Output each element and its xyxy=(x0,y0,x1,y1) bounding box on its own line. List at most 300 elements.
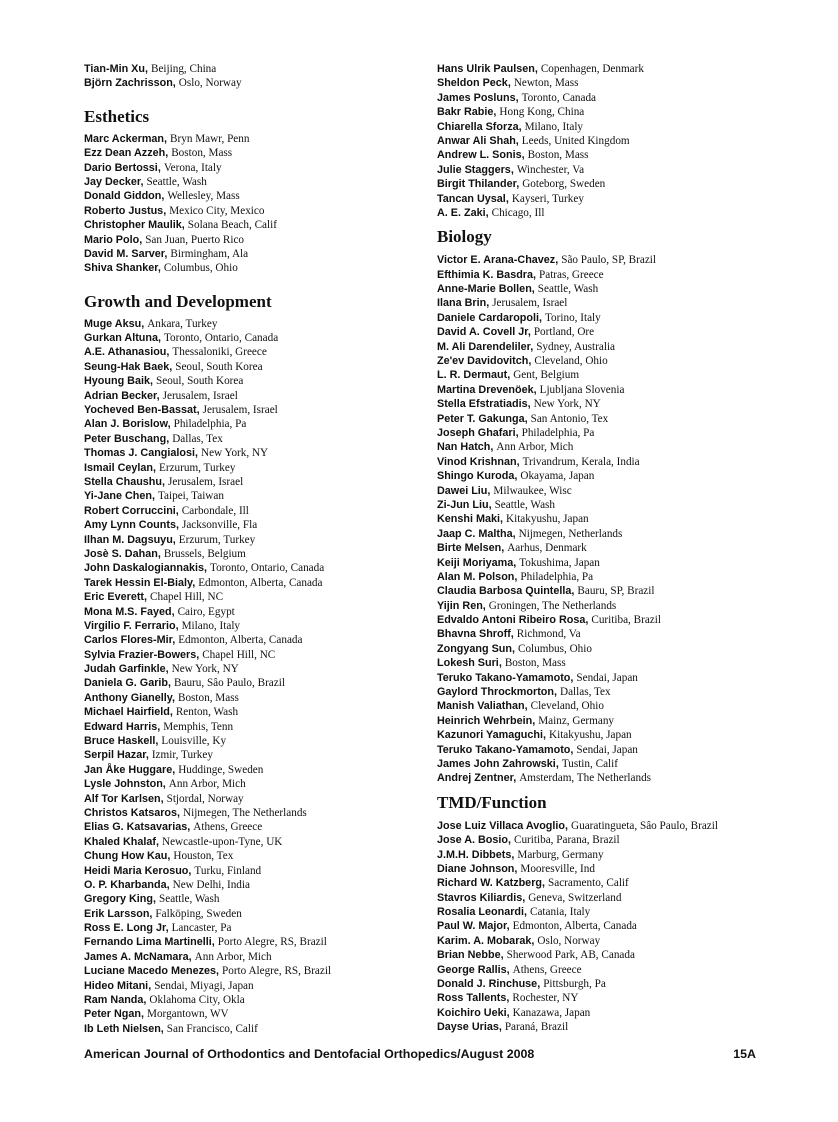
reviewer-entry xyxy=(437,671,782,685)
reviewer-name: Donald Giddon xyxy=(84,190,162,203)
separator: , xyxy=(148,979,155,992)
reviewer-location: Bauru, SP, Brazil xyxy=(577,585,655,598)
reviewer-location: Carbondale, Ill xyxy=(181,504,249,517)
reviewer-entry xyxy=(437,412,782,426)
reviewer-section xyxy=(437,793,782,1035)
reviewer-name: Erik Larsson xyxy=(84,907,150,920)
reviewer-entry xyxy=(437,311,782,325)
reviewer-entry xyxy=(437,455,782,469)
reviewer-name: James John Zahrowski xyxy=(437,757,556,770)
separator: , xyxy=(527,326,534,339)
reviewer-name: Josè S. Dahan xyxy=(84,547,158,560)
journal-title: American Journal of Orthodontics and Dentofacial Orthopedics/August 2008 xyxy=(84,1047,535,1061)
separator: , xyxy=(511,848,518,861)
reviewer-location: Milano, Italy xyxy=(524,120,584,133)
reviewer-entry xyxy=(437,253,782,267)
reviewer-entry xyxy=(84,189,429,203)
reviewer-location: Philadelphia, Pa xyxy=(520,570,594,583)
reviewer-entry xyxy=(437,76,782,90)
reviewer-location: Solana Beach, Calif xyxy=(187,219,277,232)
reviewer-entry xyxy=(437,599,782,613)
reviewer-name: Hideo Mitani xyxy=(84,979,149,992)
reviewer-location: Richmond, Va xyxy=(516,628,581,641)
separator: , xyxy=(172,533,179,546)
reviewer-name: Keiji Moriyama xyxy=(437,556,514,569)
reviewer-name: A. E. Zaki xyxy=(437,206,486,219)
separator: , xyxy=(527,398,534,411)
reviewer-name: O. P. Kharbanda xyxy=(84,878,167,891)
reviewer-entry xyxy=(437,934,782,948)
reviewer-location: Edmonton, Alberta, Canada xyxy=(512,920,637,933)
reviewer-entry xyxy=(437,163,782,177)
separator: , xyxy=(537,978,544,991)
separator: , xyxy=(172,77,179,90)
reviewer-location: Goteborg, Sweden xyxy=(522,178,606,191)
reviewer-entry xyxy=(437,728,782,742)
reviewer-entry xyxy=(84,676,429,690)
reviewer-entry xyxy=(437,91,782,105)
reviewer-name: Andrej Zentner xyxy=(437,772,514,785)
reviewer-entry xyxy=(84,777,429,791)
reviewer-entry xyxy=(84,849,429,863)
reviewer-name: Shiva Shanker xyxy=(84,262,158,275)
reviewer-entry xyxy=(437,919,782,933)
reviewer-location: Milano, Italy xyxy=(181,619,241,632)
separator: , xyxy=(498,1021,505,1034)
separator: , xyxy=(490,441,497,454)
reviewer-location: Ljubljana Slovenia xyxy=(539,383,625,396)
separator: , xyxy=(507,369,514,382)
reviewer-entry xyxy=(84,175,429,189)
reviewer-entry xyxy=(437,469,782,483)
reviewer-location: Memphis, Tenn xyxy=(163,720,234,733)
reviewer-entry xyxy=(84,247,429,261)
reviewer-location: Morgantown, WV xyxy=(147,1008,229,1021)
reviewer-entry xyxy=(437,819,782,833)
reviewer-entry xyxy=(437,963,782,977)
reviewer-name: Stella Efstratiadis xyxy=(437,398,528,411)
reviewer-location: Columbus, Ohio xyxy=(517,642,592,655)
reviewer-name: Ram Nanda xyxy=(84,994,144,1007)
reviewer-entry xyxy=(84,921,429,935)
reviewer-name: Marc Ackerman xyxy=(84,132,165,145)
separator: , xyxy=(571,585,578,598)
separator: , xyxy=(565,819,572,832)
reviewer-name: Tarek Hessin El-Bialy xyxy=(84,576,193,589)
reviewer-name: Alan M. Polson xyxy=(437,570,515,583)
separator: , xyxy=(187,821,194,834)
reviewer-section xyxy=(84,107,429,276)
reviewer-location: Mainz, Germany xyxy=(538,714,615,727)
separator: , xyxy=(506,963,513,976)
reviewer-location: Boston, Mass xyxy=(504,657,566,670)
reviewer-location: Torino, Italy xyxy=(545,311,601,324)
reviewer-entry xyxy=(84,360,429,374)
reviewer-entry xyxy=(437,541,782,555)
reviewer-location: Edmonton, Alberta, Canada xyxy=(198,576,323,589)
reviewer-location: Aarhus, Denmark xyxy=(507,542,587,555)
separator: , xyxy=(171,691,178,704)
reviewer-entry xyxy=(437,383,782,397)
reviewer-entry xyxy=(84,748,429,762)
reviewer-location: Taipei, Taiwan xyxy=(158,490,224,503)
reviewer-entry xyxy=(84,317,429,331)
separator: , xyxy=(570,743,577,756)
reviewer-entry xyxy=(84,1007,429,1021)
separator: , xyxy=(487,484,494,497)
reviewer-name: Fernando Lima Martinelli xyxy=(84,936,212,949)
separator: , xyxy=(162,778,169,791)
reviewer-location: Renton, Wash xyxy=(175,706,239,719)
reviewer-section xyxy=(437,227,782,785)
reviewer-section xyxy=(437,62,782,220)
reviewer-location: Bauru, Sâo Paulo, Brazil xyxy=(174,677,285,690)
reviewer-location: Tokushima, Japan xyxy=(519,556,600,569)
reviewer-name: Bhavna Shroff xyxy=(437,628,511,641)
reviewer-name: Heinrich Wehrbein xyxy=(437,714,533,727)
reviewer-entry xyxy=(84,662,429,676)
reviewer-location: Hong Kong, China xyxy=(499,106,585,119)
reviewer-entry xyxy=(84,763,429,777)
reviewer-entry xyxy=(84,633,429,647)
reviewer-entry xyxy=(84,461,429,475)
reviewer-entry xyxy=(437,512,782,526)
reviewer-entry xyxy=(437,498,782,512)
separator: , xyxy=(160,792,167,805)
separator: , xyxy=(531,283,538,296)
reviewer-location: Boston, Mass xyxy=(527,149,589,162)
reviewer-location: Beijing, China xyxy=(150,63,217,75)
reviewer-entry xyxy=(84,446,429,460)
separator: , xyxy=(533,268,539,281)
reviewer-entry xyxy=(84,146,429,160)
reviewer-location: Newcastle-upon-Tyne, UK xyxy=(162,835,283,848)
separator: , xyxy=(553,686,560,699)
section-heading: Esthetics xyxy=(84,106,150,126)
reviewer-location: Erzurum, Turkey xyxy=(178,533,256,546)
separator: , xyxy=(167,850,174,863)
reviewer-name: Jay Decker xyxy=(84,175,141,188)
reviewer-entry xyxy=(84,76,429,90)
reviewer-location: Dallas, Tex xyxy=(559,686,611,699)
reviewer-entry xyxy=(84,374,429,388)
reviewer-location: Ann Arbor, Mich xyxy=(496,441,574,454)
reviewer-location: Sacramento, Calif xyxy=(548,877,629,890)
reviewer-location: Sherwood Park, AB, Canada xyxy=(506,949,635,962)
separator: , xyxy=(555,757,562,770)
separator: , xyxy=(539,311,545,324)
reviewer-location: Rochester, NY xyxy=(512,992,579,1005)
separator: , xyxy=(514,570,521,583)
reviewer-name: Teruko Takano-Yamamoto xyxy=(437,743,571,756)
separator: , xyxy=(555,254,562,267)
reviewer-name: Jose Luiz Villaca Avoglio xyxy=(437,819,566,832)
reviewer-entry xyxy=(84,878,429,892)
reviewer-name: Robert Corruccini xyxy=(84,504,176,517)
reviewer-name: Daniele Cardaropoli xyxy=(437,311,539,324)
reviewer-location: Porto Alegre, RS, Brazil xyxy=(217,936,327,949)
separator: , xyxy=(153,893,159,906)
reviewer-entry xyxy=(84,504,429,518)
separator: , xyxy=(166,432,173,445)
reviewer-location: San Francisco, Calif xyxy=(166,1022,258,1035)
reviewer-entry xyxy=(437,570,782,584)
reviewer-name: Efthimia K. Basdra xyxy=(437,268,533,281)
reviewer-name: Roberto Justus xyxy=(84,204,164,217)
reviewer-location: Dallas, Tex xyxy=(172,432,223,445)
separator: , xyxy=(521,149,528,162)
reviewer-location: Turku, Finland xyxy=(194,864,262,877)
reviewer-location: New York, NY xyxy=(533,398,601,411)
reviewer-entry xyxy=(437,584,782,598)
separator: , xyxy=(530,340,537,353)
reviewer-location: Jacksonville, Fla xyxy=(181,519,258,532)
reviewer-name: Mona M.S. Fayed xyxy=(84,605,172,618)
separator: , xyxy=(542,877,548,890)
reviewer-location: Houston, Tex xyxy=(173,850,234,863)
reviewer-name: Koichiro Ueki xyxy=(437,1006,507,1019)
separator: , xyxy=(513,772,520,785)
reviewer-entry xyxy=(437,440,782,454)
reviewer-name: Lysle Johnston xyxy=(84,778,163,791)
separator: , xyxy=(145,749,152,762)
reviewer-location: Athens, Greece xyxy=(193,821,263,834)
reviewer-name: Christopher Maulik xyxy=(84,219,182,232)
reviewer-name: Sheldon Peck xyxy=(437,77,508,90)
reviewer-entry xyxy=(84,417,429,431)
reviewer-entry xyxy=(84,907,429,921)
reviewer-name: Mario Polo xyxy=(84,233,140,246)
reviewer-name: Anwar Ali Shah xyxy=(437,134,516,147)
separator: , xyxy=(164,247,171,260)
reviewer-location: Jerusalem, Israel xyxy=(162,389,238,402)
reviewer-entry xyxy=(84,590,429,604)
reviewer-name: Karim. A. Mobarak xyxy=(437,934,532,947)
reviewer-name: Serpil Hazar xyxy=(84,749,146,762)
reviewer-name: Chung How Kau xyxy=(84,850,168,863)
reviewer-name: Ross Tallents xyxy=(437,992,507,1005)
reviewer-location: Cleveland, Ohio xyxy=(534,355,608,368)
reviewer-entry xyxy=(437,282,782,296)
reviewer-location: Portland, Ore xyxy=(533,326,595,339)
separator: , xyxy=(166,346,173,359)
reviewer-entry xyxy=(437,743,782,757)
separator: , xyxy=(165,922,172,935)
reviewer-entry xyxy=(437,484,782,498)
reviewer-name: Zongyang Sun xyxy=(437,642,512,655)
separator: , xyxy=(513,556,520,569)
separator: , xyxy=(167,418,174,431)
reviewer-entry xyxy=(437,642,782,656)
reviewer-location: Marburg, Germany xyxy=(517,848,604,861)
reviewer-name: Ilhan M. Dagsuyu xyxy=(84,533,173,546)
separator: , xyxy=(152,490,158,503)
reviewer-name: Muge Aksu xyxy=(84,317,142,330)
reviewer-location: Bryn Mawr, Penn xyxy=(170,132,250,145)
reviewer-location: Sendai, Miyagi, Japan xyxy=(154,979,254,992)
reviewer-location: Louisville, Ky xyxy=(161,735,227,748)
reviewer-name: Yi-Jane Chen xyxy=(84,490,152,503)
reviewer-entry xyxy=(437,771,782,785)
reviewer-name: Adrian Becker xyxy=(84,389,157,402)
separator: , xyxy=(144,63,151,75)
separator: , xyxy=(175,519,182,532)
reviewer-entry xyxy=(437,848,782,862)
reviewer-name: Birte Melsen xyxy=(437,542,502,555)
reviewer-entry xyxy=(84,561,429,575)
separator: , xyxy=(216,965,223,978)
reviewer-entry xyxy=(84,864,429,878)
reviewer-location: Leeds, United Kingdom xyxy=(521,134,630,147)
reviewer-entry xyxy=(437,105,782,119)
reviewer-entry xyxy=(84,432,429,446)
reviewer-name: Yocheved Ben-Bassat xyxy=(84,404,197,417)
reviewer-entry xyxy=(437,876,782,890)
separator: , xyxy=(165,147,172,160)
reviewer-name: Judah Garfinkle xyxy=(84,663,166,676)
reviewer-name: Carlos Flores-Mir xyxy=(84,634,173,647)
separator: , xyxy=(500,513,506,526)
reviewer-entry xyxy=(437,699,782,713)
reviewer-location: Boston, Mass xyxy=(171,147,233,160)
separator: , xyxy=(498,657,505,670)
reviewer-location: Wellesley, Mass xyxy=(167,190,240,203)
reviewer-name: Kazunori Yamaguchi xyxy=(437,729,543,742)
reviewer-location: Philadelphia, Pa xyxy=(173,418,247,431)
separator: , xyxy=(143,994,150,1007)
reviewer-entry xyxy=(84,331,429,345)
reviewer-entry xyxy=(437,120,782,134)
separator: , xyxy=(506,1006,513,1019)
reviewer-name: Bakr Rabie xyxy=(437,106,494,119)
reviewer-name: Teruko Takano-Yamamoto xyxy=(437,671,571,684)
reviewer-name: James Posluns xyxy=(437,91,516,104)
reviewer-location: Toronto, Ontario, Canada xyxy=(164,332,279,345)
reviewer-location: Toronto, Canada xyxy=(521,91,597,104)
section-heading: Growth and Development xyxy=(84,291,272,311)
reviewer-location: Chicago, Ill xyxy=(491,206,545,219)
reviewer-entry xyxy=(437,62,782,76)
reviewer-location: Kitakyushu, Japan xyxy=(506,513,589,526)
reviewer-entry xyxy=(84,518,429,532)
reviewer-name: Daniela G. Garib xyxy=(84,677,169,690)
reviewer-name: Dayse Urias xyxy=(437,1021,499,1034)
reviewer-location: Boston, Mass xyxy=(177,691,239,704)
reviewer-entry xyxy=(84,993,429,1007)
reviewer-location: Oklahoma City, Okla xyxy=(149,994,245,1007)
reviewer-name: Hyoung Baik xyxy=(84,375,150,388)
separator: , xyxy=(511,642,518,655)
separator: , xyxy=(157,547,164,560)
reviewer-location: Nijmegen, The Netherlands xyxy=(183,806,307,819)
reviewer-name: Ross E. Long Jr xyxy=(84,922,166,935)
reviewer-entry xyxy=(84,806,429,820)
separator: , xyxy=(195,447,201,460)
reviewer-location: Seattle, Wash xyxy=(537,283,599,296)
separator: , xyxy=(585,614,592,627)
separator: , xyxy=(161,190,168,203)
reviewer-location: Falköping, Sweden xyxy=(155,907,242,920)
separator: , xyxy=(531,934,538,947)
reviewer-name: Heidi Maria Kerosuo xyxy=(84,864,189,877)
reviewer-name: Peter T. Gakunga xyxy=(437,412,525,425)
reviewer-location: Mexico City, Mexico xyxy=(169,204,265,217)
reviewer-entry xyxy=(84,261,429,275)
reviewer-location: Winchester, Va xyxy=(516,163,585,176)
reviewer-name: L. R. Dermaut xyxy=(437,369,508,382)
reviewer-entry xyxy=(84,720,429,734)
reviewer-name: Yijin Ren xyxy=(437,599,483,612)
reviewer-name: Richard W. Katzberg xyxy=(437,877,542,890)
separator: , xyxy=(482,599,489,612)
reviewer-location: Geneva, Switzerland xyxy=(528,891,622,904)
reviewer-entry xyxy=(84,161,429,175)
reviewer-entry xyxy=(84,964,429,978)
reviewer-location: Athens, Greece xyxy=(512,963,582,976)
reviewer-entry xyxy=(84,705,429,719)
reviewer-name: Edvaldo Antoni Ribeiro Rosa xyxy=(437,614,586,627)
separator: , xyxy=(163,204,170,217)
reviewer-location: Birmingham, Ala xyxy=(170,247,249,260)
reviewer-location: Catania, Italy xyxy=(530,906,591,919)
reviewer-entry xyxy=(437,1020,782,1034)
separator: , xyxy=(532,714,539,727)
left-column xyxy=(84,62,429,1036)
separator: , xyxy=(510,163,517,176)
reviewer-name: Julie Staggers xyxy=(437,163,511,176)
separator: , xyxy=(533,383,540,396)
reviewer-entry xyxy=(437,340,782,354)
reviewer-name: Michael Hairfield xyxy=(84,706,170,719)
separator: , xyxy=(157,720,164,733)
reviewer-location: Edmonton, Alberta, Canada xyxy=(178,634,303,647)
reviewer-entry xyxy=(84,547,429,561)
reviewer-location: Paraná, Brazil xyxy=(504,1021,569,1034)
separator: , xyxy=(181,219,188,232)
reviewer-entry xyxy=(437,177,782,191)
reviewer-location: Nijmegen, Netherlands xyxy=(518,527,623,540)
reviewer-name: Alf Tor Karlsen xyxy=(84,792,161,805)
reviewer-name: Anthony Gianelly xyxy=(84,691,172,704)
separator: , xyxy=(188,864,195,877)
reviewer-name: Chiarella Sforza xyxy=(437,120,519,133)
reviewer-location: Stjordal, Norway xyxy=(166,792,244,805)
reviewer-location: Amsterdam, The Netherlands xyxy=(519,772,652,785)
reviewer-entry xyxy=(84,734,429,748)
reviewer-location: Seattle, Wash xyxy=(494,498,555,511)
separator: , xyxy=(508,834,514,847)
reviewer-location: Huddinge, Sweden xyxy=(178,763,264,776)
reviewer-entry xyxy=(84,345,429,359)
section-heading: Biology xyxy=(437,227,492,247)
separator: , xyxy=(204,562,211,575)
reviewer-entry xyxy=(437,268,782,282)
reviewer-name: J.M.H. Dibbets xyxy=(437,848,512,861)
separator: , xyxy=(493,106,500,119)
separator: , xyxy=(524,906,530,919)
reviewer-entry xyxy=(84,132,429,146)
separator: , xyxy=(141,317,148,330)
reviewer-name: Victor E. Arana-Chavez xyxy=(437,254,556,267)
reviewer-location: Pittsburgh, Pa xyxy=(543,978,606,991)
reviewer-location: San Juan, Puerto Rico xyxy=(145,233,245,246)
separator: , xyxy=(177,806,184,819)
reviewer-entry xyxy=(84,1022,429,1036)
separator: , xyxy=(169,706,176,719)
reviewer-entry xyxy=(437,148,782,162)
separator: , xyxy=(157,262,164,275)
separator: , xyxy=(516,455,523,468)
